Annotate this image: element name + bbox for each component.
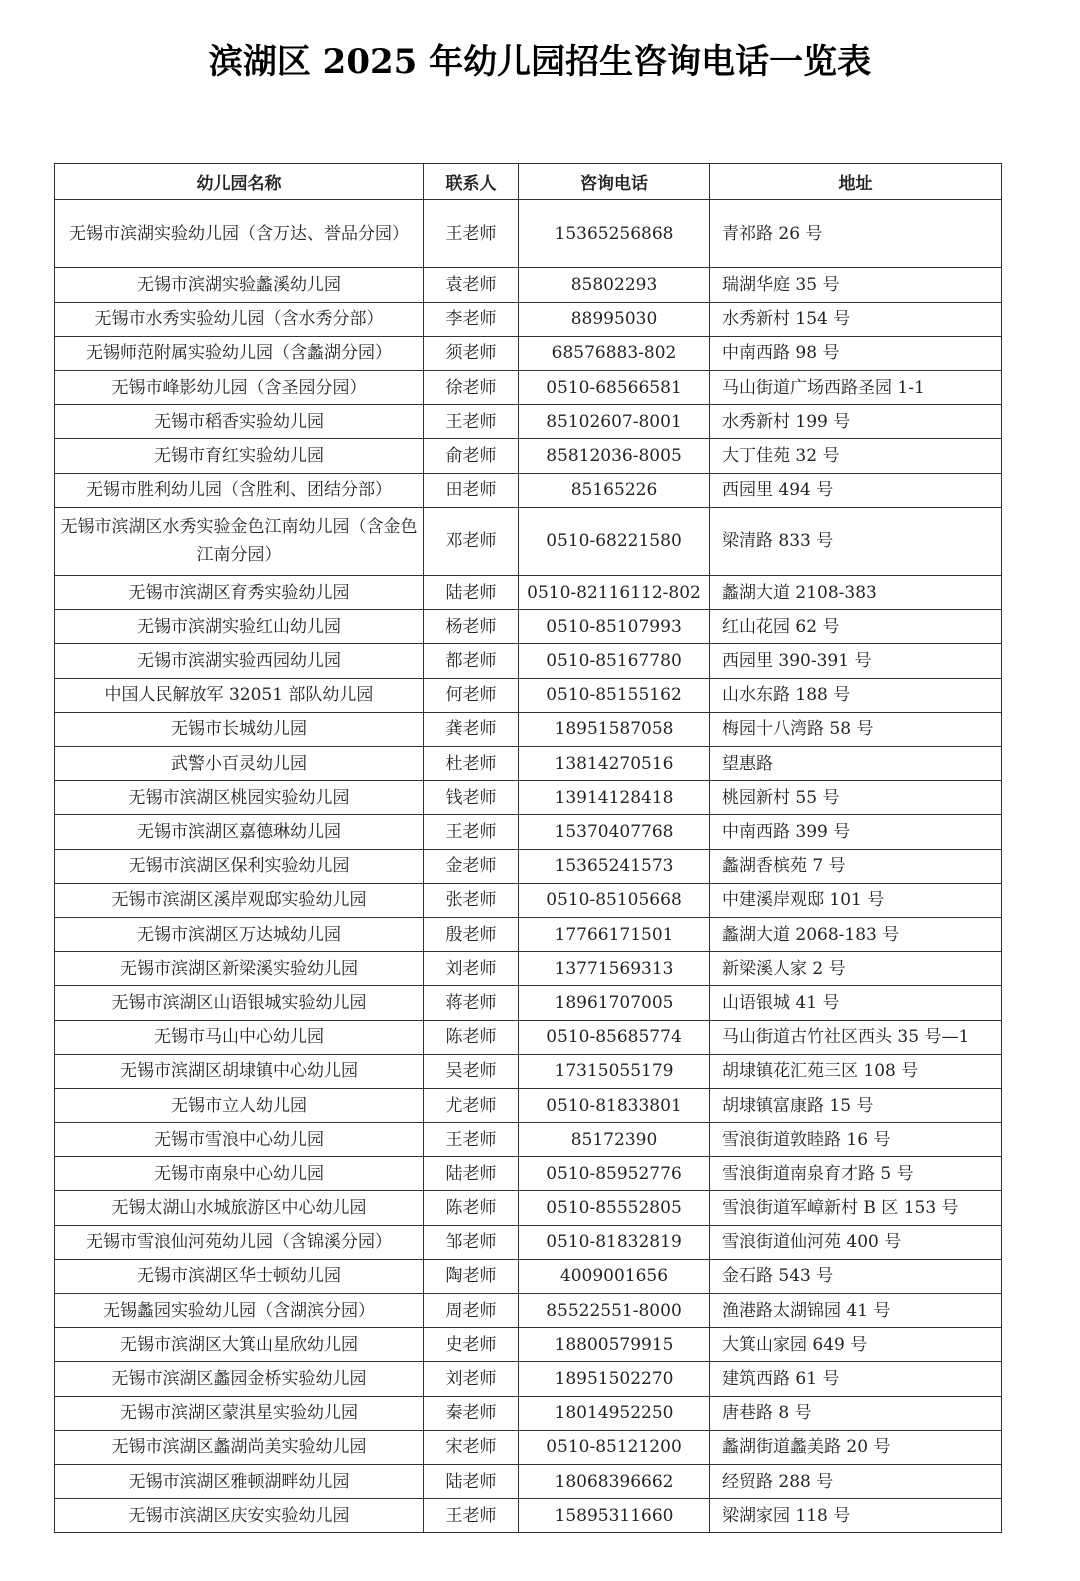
contact-person: 杨老师 xyxy=(424,610,519,644)
phone-number: 18800579915 xyxy=(519,1328,710,1362)
table-row xyxy=(55,200,1002,268)
phone-number: 85102607-8001 xyxy=(519,405,710,439)
contact-person: 须老师 xyxy=(424,336,519,370)
contact-person: 刘老师 xyxy=(424,1362,519,1396)
contact-person: 田老师 xyxy=(424,473,519,507)
kindergarten-name: 无锡市雪浪中心幼儿园 xyxy=(55,1123,424,1157)
address: 望惠路 xyxy=(710,747,1002,781)
address: 蠡湖香槟苑 7 号 xyxy=(710,849,1002,883)
address: 中建溪岸观邸 101 号 xyxy=(710,883,1002,917)
kindergarten-name: 无锡太湖山水城旅游区中心幼儿园 xyxy=(55,1191,424,1225)
contact-person: 陶老师 xyxy=(424,1259,519,1293)
table-row xyxy=(55,1328,1002,1362)
table-row xyxy=(55,576,1002,610)
kindergarten-name: 无锡市长城幼儿园 xyxy=(55,712,424,746)
address: 经贸路 288 号 xyxy=(710,1464,1002,1498)
contact-person: 钱老师 xyxy=(424,781,519,815)
table-row xyxy=(55,1225,1002,1259)
phone-number: 13914128418 xyxy=(519,781,710,815)
phone-number: 18068396662 xyxy=(519,1464,710,1498)
contact-person: 秦老师 xyxy=(424,1396,519,1430)
table-row xyxy=(55,268,1002,302)
phone-number: 15365241573 xyxy=(519,849,710,883)
contact-person: 袁老师 xyxy=(424,268,519,302)
phone-number: 85172390 xyxy=(519,1123,710,1157)
header-address: 地址 xyxy=(710,164,1002,200)
contact-person: 吴老师 xyxy=(424,1054,519,1088)
kindergarten-name: 无锡市滨湖区大箕山星欣幼儿园 xyxy=(55,1328,424,1362)
contact-person: 殷老师 xyxy=(424,917,519,951)
contact-person: 王老师 xyxy=(424,200,519,268)
contact-person: 俞老师 xyxy=(424,439,519,473)
contact-person: 邹老师 xyxy=(424,1225,519,1259)
contact-person: 金老师 xyxy=(424,849,519,883)
kindergarten-name: 无锡市滨湖区蒙淇星实验幼儿园 xyxy=(55,1396,424,1430)
kindergarten-name: 无锡市雪浪仙河苑幼儿园（含锦溪分园） xyxy=(55,1225,424,1259)
contact-person: 陆老师 xyxy=(424,1464,519,1498)
phone-number: 0510-85167780 xyxy=(519,644,710,678)
address: 瑞湖华庭 35 号 xyxy=(710,268,1002,302)
table-row xyxy=(55,1191,1002,1225)
table-row xyxy=(55,1430,1002,1464)
kindergarten-name: 无锡市滨湖区嘉德琳幼儿园 xyxy=(55,815,424,849)
phone-number: 85812036-8005 xyxy=(519,439,710,473)
phone-number: 0510-68221580 xyxy=(519,507,710,575)
phone-number: 15365256868 xyxy=(519,200,710,268)
table-row xyxy=(55,1088,1002,1122)
kindergarten-name: 无锡市滨湖区水秀实验金色江南幼儿园（含金色江南分园） xyxy=(55,507,424,575)
table-row xyxy=(55,1362,1002,1396)
address: 梁清路 833 号 xyxy=(710,507,1002,575)
table-row xyxy=(55,1054,1002,1088)
contact-person: 龚老师 xyxy=(424,712,519,746)
contact-person: 邓老师 xyxy=(424,507,519,575)
phone-number: 0510-85552805 xyxy=(519,1191,710,1225)
contact-person: 蒋老师 xyxy=(424,986,519,1020)
kindergarten-name: 无锡市滨湖区万达城幼儿园 xyxy=(55,917,424,951)
phone-number: 13771569313 xyxy=(519,952,710,986)
kindergarten-name: 无锡市滨湖区蠡园金桥实验幼儿园 xyxy=(55,1362,424,1396)
kindergarten-name: 无锡师范附属实验幼儿园（含蠡湖分园） xyxy=(55,336,424,370)
phone-number: 18014952250 xyxy=(519,1396,710,1430)
kindergarten-name: 无锡市滨湖实验蠡溪幼儿园 xyxy=(55,268,424,302)
contact-person: 都老师 xyxy=(424,644,519,678)
address: 梅园十八湾路 58 号 xyxy=(710,712,1002,746)
phone-number: 68576883-802 xyxy=(519,336,710,370)
contact-person: 周老师 xyxy=(424,1294,519,1328)
kindergarten-table xyxy=(54,163,1002,1533)
address: 梁湖家园 118 号 xyxy=(710,1499,1002,1533)
contact-person: 王老师 xyxy=(424,815,519,849)
table-row xyxy=(55,1499,1002,1533)
contact-person: 杜老师 xyxy=(424,747,519,781)
kindergarten-name: 无锡蠡园实验幼儿园（含湖滨分园） xyxy=(55,1294,424,1328)
table-row xyxy=(55,883,1002,917)
contact-person: 何老师 xyxy=(424,678,519,712)
kindergarten-name: 无锡市育红实验幼儿园 xyxy=(55,439,424,473)
contact-person: 王老师 xyxy=(424,1123,519,1157)
table-row xyxy=(55,473,1002,507)
address: 雪浪街道敦睦路 16 号 xyxy=(710,1123,1002,1157)
address: 雪浪街道军嶂新村 B 区 153 号 xyxy=(710,1191,1002,1225)
contact-person: 陆老师 xyxy=(424,1157,519,1191)
contact-person: 张老师 xyxy=(424,883,519,917)
contact-person: 王老师 xyxy=(424,1499,519,1533)
table-row xyxy=(55,610,1002,644)
table-row xyxy=(55,917,1002,951)
address: 胡埭镇花汇苑三区 108 号 xyxy=(710,1054,1002,1088)
kindergarten-name: 中国人民解放军 32051 部队幼儿园 xyxy=(55,678,424,712)
address: 唐巷路 8 号 xyxy=(710,1396,1002,1430)
table-row xyxy=(55,405,1002,439)
phone-number: 0510-85155162 xyxy=(519,678,710,712)
phone-number: 4009001656 xyxy=(519,1259,710,1293)
table-row xyxy=(55,644,1002,678)
phone-number: 0510-68566581 xyxy=(519,370,710,404)
address: 金石路 543 号 xyxy=(710,1259,1002,1293)
kindergarten-name: 无锡市马山中心幼儿园 xyxy=(55,1020,424,1054)
contact-person: 刘老师 xyxy=(424,952,519,986)
phone-number: 0510-85105668 xyxy=(519,883,710,917)
address: 蠡湖大道 2108-383 xyxy=(710,576,1002,610)
table-row xyxy=(55,370,1002,404)
kindergarten-name: 无锡市水秀实验幼儿园（含水秀分部） xyxy=(55,302,424,336)
address: 中南西路 399 号 xyxy=(710,815,1002,849)
phone-number: 0510-81832819 xyxy=(519,1225,710,1259)
phone-number: 18961707005 xyxy=(519,986,710,1020)
address: 西园里 390-391 号 xyxy=(710,644,1002,678)
kindergarten-name: 无锡市峰影幼儿园（含圣园分园） xyxy=(55,370,424,404)
address: 新梁溪人家 2 号 xyxy=(710,952,1002,986)
phone-number: 85165226 xyxy=(519,473,710,507)
kindergarten-name: 无锡市滨湖实验西园幼儿园 xyxy=(55,644,424,678)
phone-number: 0510-85952776 xyxy=(519,1157,710,1191)
address: 雪浪街道南泉育才路 5 号 xyxy=(710,1157,1002,1191)
address: 水秀新村 199 号 xyxy=(710,405,1002,439)
header-contact: 联系人 xyxy=(424,164,519,200)
phone-number: 0510-85685774 xyxy=(519,1020,710,1054)
kindergarten-name: 无锡市立人幼儿园 xyxy=(55,1088,424,1122)
phone-number: 15370407768 xyxy=(519,815,710,849)
table-row xyxy=(55,1294,1002,1328)
address: 山语银城 41 号 xyxy=(710,986,1002,1020)
kindergarten-name: 无锡市滨湖区华士顿幼儿园 xyxy=(55,1259,424,1293)
contact-person: 陈老师 xyxy=(424,1191,519,1225)
address: 胡埭镇富康路 15 号 xyxy=(710,1088,1002,1122)
kindergarten-name: 无锡市滨湖区胡埭镇中心幼儿园 xyxy=(55,1054,424,1088)
kindergarten-name: 无锡市滨湖实验红山幼儿园 xyxy=(55,610,424,644)
table-row xyxy=(55,678,1002,712)
phone-number: 13814270516 xyxy=(519,747,710,781)
table-row xyxy=(55,1157,1002,1191)
kindergarten-name: 无锡市南泉中心幼儿园 xyxy=(55,1157,424,1191)
table-row xyxy=(55,1259,1002,1293)
table-row xyxy=(55,1396,1002,1430)
address: 中南西路 98 号 xyxy=(710,336,1002,370)
contact-person: 宋老师 xyxy=(424,1430,519,1464)
table-row xyxy=(55,439,1002,473)
address: 大丁佳苑 32 号 xyxy=(710,439,1002,473)
kindergarten-name: 无锡市滨湖实验幼儿园（含万达、誉品分园） xyxy=(55,200,424,268)
kindergarten-name: 武警小百灵幼儿园 xyxy=(55,747,424,781)
contact-person: 王老师 xyxy=(424,405,519,439)
address: 马山街道广场西路圣园 1-1 xyxy=(710,370,1002,404)
table-row xyxy=(55,849,1002,883)
address: 建筑西路 61 号 xyxy=(710,1362,1002,1396)
phone-number: 18951502270 xyxy=(519,1362,710,1396)
header-name: 幼儿园名称 xyxy=(55,164,424,200)
table-row xyxy=(55,1123,1002,1157)
phone-number: 15895311660 xyxy=(519,1499,710,1533)
address: 蠡湖大道 2068-183 号 xyxy=(710,917,1002,951)
kindergarten-name: 无锡市滨湖区新梁溪实验幼儿园 xyxy=(55,952,424,986)
table-row xyxy=(55,336,1002,370)
phone-number: 85802293 xyxy=(519,268,710,302)
table-header-row xyxy=(55,164,1002,200)
phone-number: 18951587058 xyxy=(519,712,710,746)
phone-number: 17315055179 xyxy=(519,1054,710,1088)
kindergarten-name: 无锡市滨湖区山语银城实验幼儿园 xyxy=(55,986,424,1020)
kindergarten-name: 无锡市滨湖区庆安实验幼儿园 xyxy=(55,1499,424,1533)
phone-number: 0510-85107993 xyxy=(519,610,710,644)
table-row xyxy=(55,815,1002,849)
table-row xyxy=(55,712,1002,746)
header-phone: 咨询电话 xyxy=(519,164,710,200)
address: 水秀新村 154 号 xyxy=(710,302,1002,336)
table-row xyxy=(55,986,1002,1020)
kindergarten-name: 无锡市滨湖区桃园实验幼儿园 xyxy=(55,781,424,815)
contact-person: 徐老师 xyxy=(424,370,519,404)
address: 桃园新村 55 号 xyxy=(710,781,1002,815)
phone-number: 0510-85121200 xyxy=(519,1430,710,1464)
address: 红山花园 62 号 xyxy=(710,610,1002,644)
kindergarten-name: 无锡市稻香实验幼儿园 xyxy=(55,405,424,439)
kindergarten-name: 无锡市滨湖区雅顿湖畔幼儿园 xyxy=(55,1464,424,1498)
contact-person: 史老师 xyxy=(424,1328,519,1362)
table-row xyxy=(55,781,1002,815)
address: 青祁路 26 号 xyxy=(710,200,1002,268)
kindergarten-name: 无锡市滨湖区保利实验幼儿园 xyxy=(55,849,424,883)
address: 西园里 494 号 xyxy=(710,473,1002,507)
table-row xyxy=(55,747,1002,781)
phone-number: 0510-81833801 xyxy=(519,1088,710,1122)
kindergarten-name: 无锡市滨湖区溪岸观邸实验幼儿园 xyxy=(55,883,424,917)
table-row xyxy=(55,952,1002,986)
phone-number: 0510-82116112-802 xyxy=(519,576,710,610)
contact-person: 尤老师 xyxy=(424,1088,519,1122)
table-row xyxy=(55,1464,1002,1498)
table-row xyxy=(55,507,1002,575)
address: 大箕山家园 649 号 xyxy=(710,1328,1002,1362)
kindergarten-name: 无锡市滨湖区蠡湖尚美实验幼儿园 xyxy=(55,1430,424,1464)
address: 马山街道古竹社区西头 35 号—1 xyxy=(710,1020,1002,1054)
kindergarten-name: 无锡市胜利幼儿园（含胜利、团结分部） xyxy=(55,473,424,507)
phone-number: 17766171501 xyxy=(519,917,710,951)
page-title: 滨湖区 2025 年幼儿园招生咨询电话一览表 xyxy=(208,42,872,82)
phone-number: 85522551-8000 xyxy=(519,1294,710,1328)
kindergarten-name: 无锡市滨湖区育秀实验幼儿园 xyxy=(55,576,424,610)
phone-number: 88995030 xyxy=(519,302,710,336)
contact-person: 李老师 xyxy=(424,302,519,336)
table-row xyxy=(55,1020,1002,1054)
address: 蠡湖街道蠡美路 20 号 xyxy=(710,1430,1002,1464)
contact-person: 陆老师 xyxy=(424,576,519,610)
address: 雪浪街道仙河苑 400 号 xyxy=(710,1225,1002,1259)
contact-person: 陈老师 xyxy=(424,1020,519,1054)
table-row xyxy=(55,302,1002,336)
address: 渔港路太湖锦园 41 号 xyxy=(710,1294,1002,1328)
address: 山水东路 188 号 xyxy=(710,678,1002,712)
